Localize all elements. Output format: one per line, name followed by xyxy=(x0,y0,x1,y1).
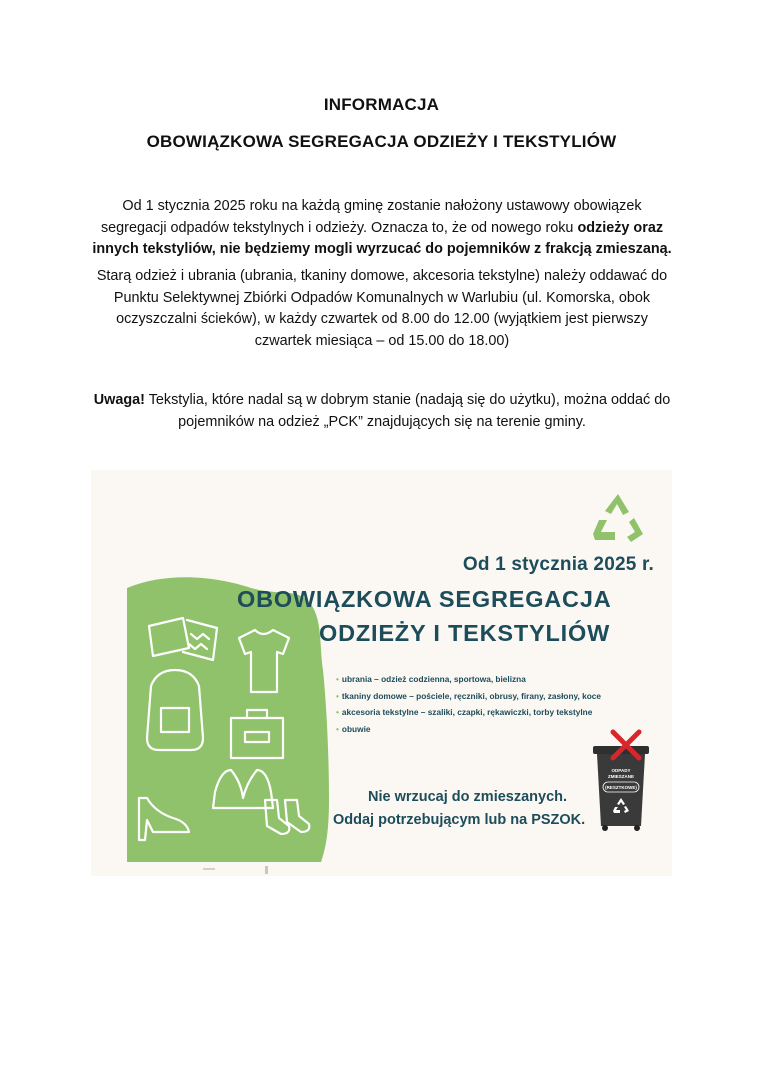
list-item-text: obuwie xyxy=(341,723,371,734)
paragraph-3-bold: Uwaga! xyxy=(93,392,145,408)
paragraph-1-text: Od 1 stycznia 2025 roku na każdą gminę zostanie nałożony ustawowy obowiązek segregacji odpadów tekstylnych i odzieży. Oznacza to, że od nowego roku xyxy=(100,198,642,236)
paragraph-3-text: Tekstylia, które nadal są w dobrym stanie (nadają się do użytku), można oddać do pojemników na odzież „PCK” znajdujących się na terenie gminy. xyxy=(144,392,671,430)
bullet-icon: • xyxy=(336,690,339,701)
list-item-text: ubrania – odzież codzienna, sportowa, bielizna xyxy=(341,674,526,684)
paragraph-1 xyxy=(92,196,672,261)
poster-footer-2: Oddaj potrzebującym lub na PSZOK. xyxy=(333,812,586,828)
bin-label-3: (RESZTKOWE) xyxy=(605,785,637,790)
bullet-icon: • xyxy=(336,707,339,717)
poster-date: Od 1 stycznia 2025 r. xyxy=(462,554,654,575)
bullet-icon: • xyxy=(336,723,339,734)
list-item-text: tkaniny domowe – pościele, ręczniki, obrusy, firany, zasłony, koce xyxy=(341,690,602,701)
paragraph-3 xyxy=(92,390,672,433)
paragraph-2: Starą odzież i ubrania (ubrania, tkaniny domowe, akcesoria tekstylne) należy oddawać do Punktu Selektywnej Zbiórki Odpadów Komunalnych w Warlubiu (ul. Komorska, obok oczyszczalni ścieków), w każdy czwartek od 8.00 do 12.00 (wyjątkiem jest pierwszy czwartek miesiąca – od 15.00 do 18.00) xyxy=(96,268,668,349)
list-item xyxy=(336,688,672,705)
list-item-text: akcesoria tekstylne – szaliki, czapki, rękawiczki, torby tekstylne xyxy=(341,707,593,717)
document-heading: INFORMACJA xyxy=(323,95,440,114)
list-item xyxy=(336,721,672,738)
list-item xyxy=(336,671,672,688)
faint-mark xyxy=(203,868,215,870)
poster-footer-1: Nie wrzucaj do zmieszanych. xyxy=(368,789,568,805)
list-item xyxy=(336,704,672,721)
bin-label-1: ODPADY xyxy=(611,768,631,773)
paragraph-1-bold: odzieży oraz innych tekstyliów, nie będziemy mogli wyrzucać do pojemników z frakcją zmieszaną. xyxy=(92,219,672,257)
recycle-icon xyxy=(593,494,643,542)
bullet-icon: • xyxy=(336,674,339,684)
poster-title-line2: ODZIEŻY I TEKSTYLIÓW xyxy=(319,620,611,646)
faint-mark xyxy=(265,866,268,874)
poster-title-line1: OBOWIĄZKOWA SEGREGACJA xyxy=(237,586,612,612)
green-blob-shape xyxy=(127,577,329,862)
poster-list xyxy=(336,671,672,737)
bin-label-2: ZMIESZANE xyxy=(607,774,635,779)
document-subheading: OBOWIĄZKOWA SEGREGACJA ODZIEŻY I TEKSTYLIÓW xyxy=(146,132,617,151)
poster-image xyxy=(91,470,672,876)
